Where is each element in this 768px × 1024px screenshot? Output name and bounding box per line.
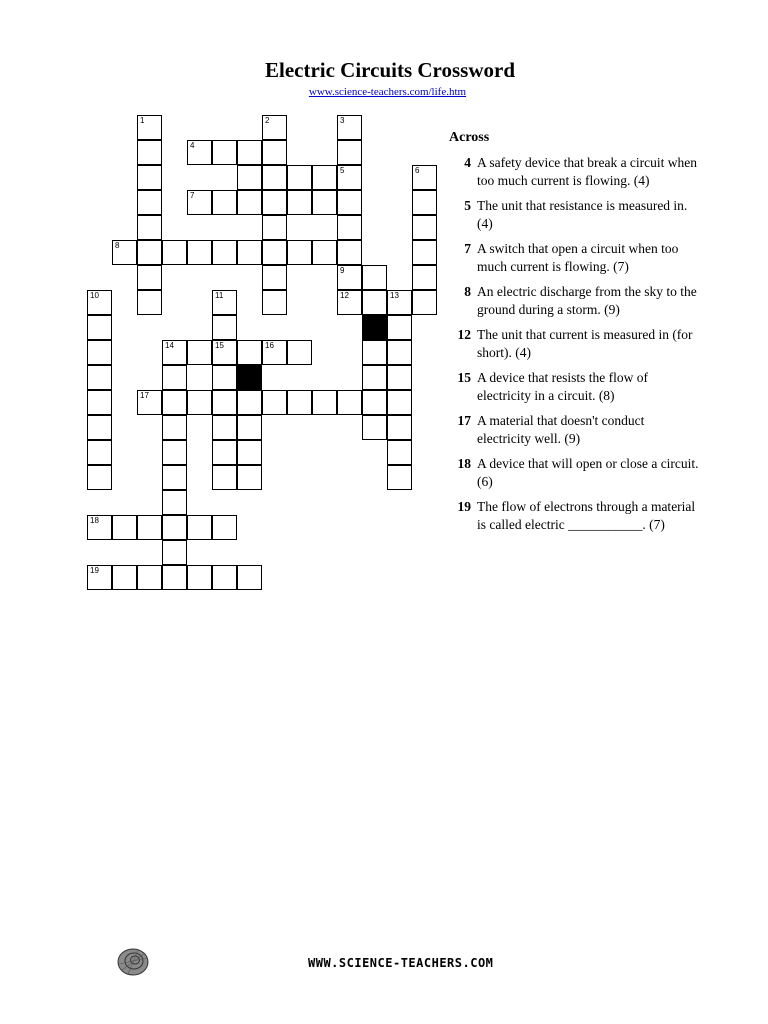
grid-cell[interactable] [362, 265, 387, 290]
grid-cell[interactable] [187, 390, 212, 415]
across-heading: Across [449, 130, 490, 145]
grid-clue-number: 18 [90, 516, 99, 525]
clue-number: 5 [464, 198, 471, 213]
grid-cell[interactable] [137, 140, 162, 165]
grid-cell[interactable] [212, 565, 237, 590]
grid-clue-number: 8 [115, 241, 120, 250]
clue-number: 19 [457, 499, 471, 514]
grid-cell[interactable] [312, 190, 337, 215]
grid-cell[interactable] [412, 290, 437, 315]
clue-number: 12 [457, 327, 471, 342]
grid-cell[interactable] [212, 415, 237, 440]
grid-cell[interactable] [162, 465, 187, 490]
grid-cell[interactable] [262, 140, 287, 165]
grid-clue-number: 6 [415, 166, 420, 175]
grid-cell[interactable] [137, 290, 162, 315]
grid-cell[interactable] [137, 115, 162, 140]
grid-cell[interactable] [387, 315, 412, 340]
grid-cell[interactable] [137, 565, 162, 590]
grid-cell[interactable] [262, 265, 287, 290]
grid-cell[interactable] [262, 190, 287, 215]
grid-cell[interactable] [137, 240, 162, 265]
page-title: Electric Circuits Crossword [264, 58, 515, 82]
grid-cell[interactable] [162, 365, 187, 390]
clue-text: A safety device that break a circuit when too much current is flowing. (4) [477, 155, 698, 188]
grid-cell[interactable] [212, 390, 237, 415]
grid-cell[interactable] [212, 315, 237, 340]
grid-cell[interactable] [137, 265, 162, 290]
grid-clue-number: 2 [265, 116, 270, 125]
grid-cell[interactable] [237, 465, 262, 490]
grid-cell[interactable] [237, 240, 262, 265]
clue-number: 7 [464, 241, 471, 256]
grid-cell[interactable] [87, 415, 112, 440]
grid-cell[interactable] [337, 265, 362, 290]
grid-cell[interactable] [412, 240, 437, 265]
grid-cell[interactable] [162, 390, 187, 415]
grid-cell[interactable] [87, 365, 112, 390]
grid-cell[interactable] [412, 265, 437, 290]
grid-cell[interactable] [387, 415, 412, 440]
grid-cell[interactable] [87, 440, 112, 465]
grid-cell[interactable] [187, 140, 212, 165]
grid-cell[interactable] [162, 490, 187, 515]
grid-cell[interactable] [237, 190, 262, 215]
grid-cell[interactable] [162, 440, 187, 465]
grid-cell[interactable] [262, 165, 287, 190]
clue-text: The unit that resistance is measured in. (4) [477, 198, 688, 231]
grid-cell[interactable] [137, 390, 162, 415]
grid-cell[interactable] [287, 340, 312, 365]
grid-cell[interactable] [87, 290, 112, 315]
grid-cell[interactable] [362, 415, 387, 440]
grid-cell-blocked [237, 365, 262, 390]
clue-15 [449, 369, 699, 405]
grid-cell[interactable] [337, 115, 362, 140]
grid-cell[interactable] [237, 165, 262, 190]
grid-cell[interactable] [262, 390, 287, 415]
clue-text: A device that resists the flow of electricity in a circuit. (8) [477, 370, 648, 403]
grid-cell[interactable] [337, 165, 362, 190]
grid-cell[interactable] [362, 340, 387, 365]
clue-5 [449, 197, 699, 233]
grid-cell[interactable] [387, 290, 412, 315]
grid-cell[interactable] [187, 190, 212, 215]
clue-text: The unit that current is measured in (for short). (4) [477, 327, 693, 360]
grid-cell[interactable] [262, 115, 287, 140]
grid-clue-number: 1 [140, 116, 145, 125]
clue-text: A switch that open a circuit when too much current is flowing. (7) [477, 241, 679, 274]
grid-cell[interactable] [337, 240, 362, 265]
clue-18 [449, 455, 699, 491]
grid-cell[interactable] [337, 215, 362, 240]
grid-clue-number: 11 [215, 291, 224, 300]
grid-cell[interactable] [87, 390, 112, 415]
grid-clue-number: 3 [340, 116, 345, 125]
grid-cell[interactable] [362, 390, 387, 415]
clue-number: 15 [457, 370, 471, 385]
grid-cell[interactable] [87, 565, 112, 590]
grid-cell[interactable] [137, 190, 162, 215]
grid-cell[interactable] [337, 140, 362, 165]
grid-cell[interactable] [262, 290, 287, 315]
grid-cell[interactable] [237, 565, 262, 590]
grid-cell[interactable] [387, 465, 412, 490]
grid-cell[interactable] [287, 240, 312, 265]
grid-cell[interactable] [287, 165, 312, 190]
grid-cell[interactable] [112, 565, 137, 590]
footer-website: WWW.SCIENCE-TEACHERS.COM [308, 956, 494, 970]
grid-clue-number: 4 [190, 141, 195, 150]
grid-cell[interactable] [262, 215, 287, 240]
grid-clue-number: 13 [390, 291, 399, 300]
grid-cell[interactable] [387, 390, 412, 415]
ammonite-shell-icon [116, 946, 150, 983]
grid-clue-number: 9 [340, 266, 345, 275]
clue-19 [449, 498, 699, 534]
grid-cell[interactable] [87, 515, 112, 540]
clue-number: 4 [464, 155, 471, 170]
grid-cell[interactable] [412, 165, 437, 190]
grid-cell[interactable] [237, 415, 262, 440]
grid-cell[interactable] [312, 165, 337, 190]
grid-cell[interactable] [212, 465, 237, 490]
grid-cell[interactable] [237, 390, 262, 415]
clue-number: 17 [457, 413, 471, 428]
grid-cell[interactable] [412, 190, 437, 215]
across-clue-list [449, 154, 699, 541]
grid-cell[interactable] [137, 515, 162, 540]
grid-clue-number: 14 [165, 341, 174, 350]
grid-cell[interactable] [212, 365, 237, 390]
grid-clue-number: 10 [90, 291, 99, 300]
grid-cell[interactable] [337, 190, 362, 215]
grid-cell[interactable] [337, 390, 362, 415]
grid-cell[interactable] [162, 340, 187, 365]
grid-clue-number: 5 [340, 166, 345, 175]
grid-clue-number: 12 [340, 291, 349, 300]
clue-text: The flow of electrons through a material is called electric ___________. (7) [477, 499, 696, 532]
grid-cell[interactable] [112, 240, 137, 265]
grid-cell[interactable] [162, 415, 187, 440]
grid-cell[interactable] [387, 440, 412, 465]
clue-text: A material that doesn't conduct electricity well. (9) [477, 413, 645, 446]
grid-cell[interactable] [287, 390, 312, 415]
grid-cell[interactable] [87, 465, 112, 490]
clue-text: An electric discharge from the sky to the ground during a storm. (9) [477, 284, 697, 317]
grid-cell-blocked [362, 315, 387, 340]
grid-cell[interactable] [212, 290, 237, 315]
grid-cell[interactable] [387, 340, 412, 365]
grid-cell[interactable] [212, 340, 237, 365]
grid-cell[interactable] [187, 565, 212, 590]
source-link[interactable]: www.science-teachers.com/life.htm [308, 86, 467, 98]
grid-cell[interactable] [87, 340, 112, 365]
grid-cell[interactable] [212, 190, 237, 215]
grid-cell[interactable] [137, 215, 162, 240]
grid-cell[interactable] [162, 540, 187, 565]
grid-cell[interactable] [112, 515, 137, 540]
grid-cell[interactable] [262, 240, 287, 265]
grid-cell[interactable] [162, 565, 187, 590]
grid-cell[interactable] [212, 240, 237, 265]
grid-clue-number: 17 [140, 391, 149, 400]
grid-cell[interactable] [137, 165, 162, 190]
grid-clue-number: 15 [215, 341, 224, 350]
clue-12 [449, 326, 699, 362]
grid-cell[interactable] [337, 290, 362, 315]
grid-cell[interactable] [212, 440, 237, 465]
clue-number: 8 [464, 284, 471, 299]
grid-cell[interactable] [212, 140, 237, 165]
grid-clue-number: 16 [265, 341, 274, 350]
grid-cell[interactable] [362, 365, 387, 390]
grid-cell[interactable] [187, 240, 212, 265]
grid-cell[interactable] [162, 515, 187, 540]
grid-cell[interactable] [237, 440, 262, 465]
grid-cell[interactable] [312, 390, 337, 415]
grid-cell[interactable] [362, 290, 387, 315]
grid-cell[interactable] [187, 515, 212, 540]
grid-cell[interactable] [87, 315, 112, 340]
grid-clue-number: 19 [90, 566, 99, 575]
grid-cell[interactable] [237, 340, 262, 365]
clue-4 [449, 154, 699, 190]
clue-7 [449, 240, 699, 276]
grid-cell[interactable] [287, 190, 312, 215]
clue-17 [449, 412, 699, 448]
grid-cell[interactable] [387, 365, 412, 390]
grid-cell[interactable] [312, 240, 337, 265]
grid-cell[interactable] [212, 515, 237, 540]
grid-cell[interactable] [237, 140, 262, 165]
clue-number: 18 [457, 456, 471, 471]
clue-8 [449, 283, 699, 319]
grid-cell[interactable] [262, 340, 287, 365]
grid-cell[interactable] [412, 215, 437, 240]
clue-text: A device that will open or close a circuit. (6) [477, 456, 699, 489]
grid-clue-number: 7 [190, 191, 195, 200]
grid-cell[interactable] [187, 340, 212, 365]
grid-cell[interactable] [162, 240, 187, 265]
